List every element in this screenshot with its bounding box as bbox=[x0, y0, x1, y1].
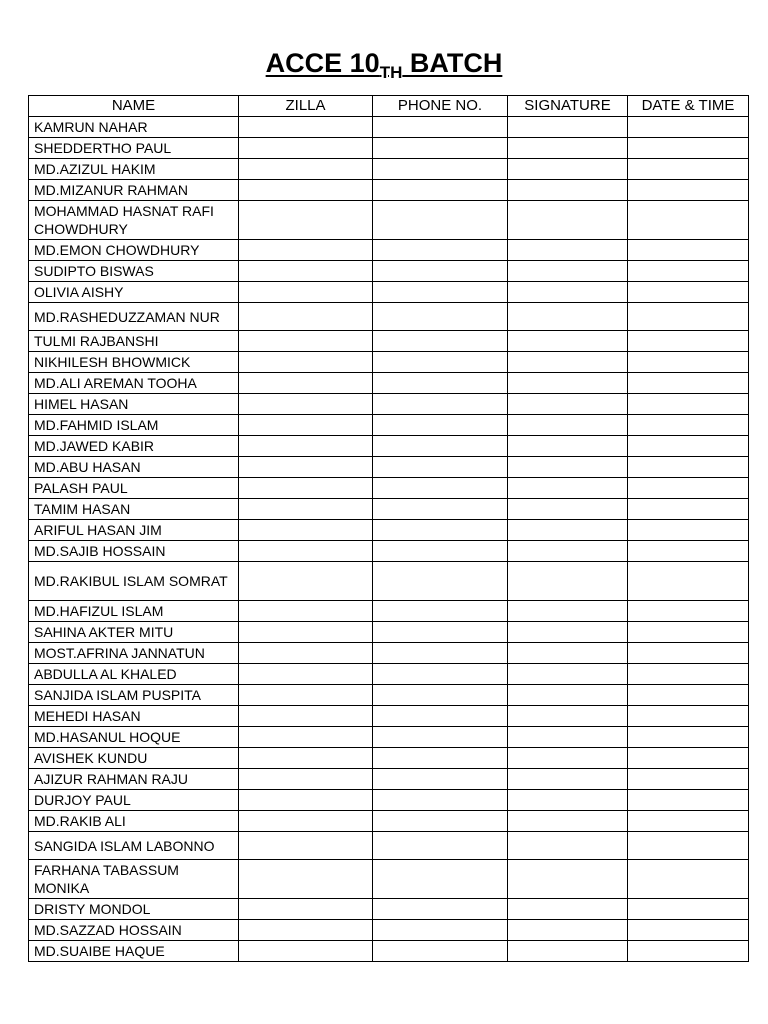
zilla-cell[interactable] bbox=[239, 622, 373, 643]
signature-cell[interactable] bbox=[508, 832, 628, 860]
signature-cell[interactable] bbox=[508, 436, 628, 457]
signature-cell[interactable] bbox=[508, 282, 628, 303]
date-time-cell[interactable] bbox=[628, 811, 749, 832]
signature-cell[interactable] bbox=[508, 920, 628, 941]
zilla-cell[interactable] bbox=[239, 373, 373, 394]
phone-cell[interactable] bbox=[373, 436, 508, 457]
date-time-cell[interactable] bbox=[628, 436, 749, 457]
signature-cell[interactable] bbox=[508, 811, 628, 832]
name-cell: ABDULLA AL KHALED bbox=[29, 664, 239, 685]
zilla-cell[interactable] bbox=[239, 303, 373, 331]
name-cell: MD.AZIZUL HAKIM bbox=[29, 159, 239, 180]
phone-cell[interactable] bbox=[373, 520, 508, 541]
attendance-table bbox=[28, 95, 749, 962]
date-time-cell[interactable] bbox=[628, 541, 749, 562]
table-row bbox=[29, 457, 749, 478]
signature-cell[interactable] bbox=[508, 769, 628, 790]
signature-cell[interactable] bbox=[508, 790, 628, 811]
table-row bbox=[29, 436, 749, 457]
name-cell: MD.SUAIBE HAQUE bbox=[29, 941, 239, 962]
table-row bbox=[29, 643, 749, 664]
name-cell: MOST.AFRINA JANNATUN bbox=[29, 643, 239, 664]
title-main: ACCE 10 bbox=[265, 48, 380, 78]
date-time-cell[interactable] bbox=[628, 240, 749, 261]
phone-cell[interactable] bbox=[373, 415, 508, 436]
signature-cell[interactable] bbox=[508, 664, 628, 685]
date-time-cell[interactable] bbox=[628, 622, 749, 643]
phone-cell[interactable] bbox=[373, 622, 508, 643]
name-cell: MD.SAZZAD HOSSAIN bbox=[29, 920, 239, 941]
date-time-cell[interactable] bbox=[628, 664, 749, 685]
name-cell: DURJOY PAUL bbox=[29, 790, 239, 811]
phone-cell[interactable] bbox=[373, 303, 508, 331]
phone-cell[interactable] bbox=[373, 352, 508, 373]
zilla-cell[interactable] bbox=[239, 240, 373, 261]
phone-cell[interactable] bbox=[373, 727, 508, 748]
name-cell: OLIVIA AISHY bbox=[29, 282, 239, 303]
date-time-cell[interactable] bbox=[628, 748, 749, 769]
date-time-cell[interactable] bbox=[628, 282, 749, 303]
date-time-cell[interactable] bbox=[628, 261, 749, 282]
table-row bbox=[29, 790, 749, 811]
zilla-cell[interactable] bbox=[239, 352, 373, 373]
name-cell: MD.JAWED KABIR bbox=[29, 436, 239, 457]
signature-cell[interactable] bbox=[508, 117, 628, 138]
table-row bbox=[29, 240, 749, 261]
name-cell: MD.MIZANUR RAHMAN bbox=[29, 180, 239, 201]
name-cell: MD.FAHMID ISLAM bbox=[29, 415, 239, 436]
zilla-cell[interactable] bbox=[239, 790, 373, 811]
phone-cell[interactable] bbox=[373, 240, 508, 261]
signature-cell[interactable] bbox=[508, 303, 628, 331]
name-cell: ARIFUL HASAN JIM bbox=[29, 520, 239, 541]
date-time-cell[interactable] bbox=[628, 394, 749, 415]
date-time-cell[interactable] bbox=[628, 685, 749, 706]
signature-cell[interactable] bbox=[508, 622, 628, 643]
date-time-cell[interactable] bbox=[628, 159, 749, 180]
table-row bbox=[29, 860, 749, 899]
title-tail: BATCH bbox=[402, 48, 503, 78]
signature-cell[interactable] bbox=[508, 643, 628, 664]
zilla-cell[interactable] bbox=[239, 415, 373, 436]
name-cell: SANGIDA ISLAM LABONNO bbox=[29, 832, 239, 860]
table-row bbox=[29, 832, 749, 860]
date-time-cell[interactable] bbox=[628, 331, 749, 352]
zilla-cell[interactable] bbox=[239, 180, 373, 201]
page-title bbox=[0, 46, 768, 90]
zilla-cell[interactable] bbox=[239, 478, 373, 499]
signature-cell[interactable] bbox=[508, 541, 628, 562]
table-row bbox=[29, 159, 749, 180]
phone-cell[interactable] bbox=[373, 331, 508, 352]
table-row bbox=[29, 622, 749, 643]
phone-cell[interactable] bbox=[373, 664, 508, 685]
table-row bbox=[29, 899, 749, 920]
name-cell: MD.RASHEDUZZAMAN NUR bbox=[29, 303, 239, 331]
phone-cell[interactable] bbox=[373, 643, 508, 664]
date-time-cell[interactable] bbox=[628, 920, 749, 941]
name-cell: SAHINA AKTER MITU bbox=[29, 622, 239, 643]
name-cell: MD.HAFIZUL ISLAM bbox=[29, 601, 239, 622]
table-row bbox=[29, 941, 749, 962]
zilla-cell[interactable] bbox=[239, 601, 373, 622]
name-cell: FARHANA TABASSUM MONIKA bbox=[29, 860, 239, 899]
name-cell: MD.ABU HASAN bbox=[29, 457, 239, 478]
date-time-cell[interactable] bbox=[628, 117, 749, 138]
name-cell: MD.EMON CHOWDHURY bbox=[29, 240, 239, 261]
date-time-cell[interactable] bbox=[628, 180, 749, 201]
phone-cell[interactable] bbox=[373, 373, 508, 394]
table-row bbox=[29, 541, 749, 562]
phone-cell[interactable] bbox=[373, 478, 508, 499]
phone-cell[interactable] bbox=[373, 748, 508, 769]
phone-cell[interactable] bbox=[373, 282, 508, 303]
signature-cell[interactable] bbox=[508, 352, 628, 373]
zilla-cell[interactable] bbox=[239, 436, 373, 457]
table-row bbox=[29, 331, 749, 352]
column-header-zilla: ZILLA bbox=[239, 96, 373, 117]
signature-cell[interactable] bbox=[508, 899, 628, 920]
date-time-cell[interactable] bbox=[628, 499, 749, 520]
table-row bbox=[29, 748, 749, 769]
signature-cell[interactable] bbox=[508, 159, 628, 180]
zilla-cell[interactable] bbox=[239, 664, 373, 685]
signature-cell[interactable] bbox=[508, 180, 628, 201]
name-cell: MEHEDI HASAN bbox=[29, 706, 239, 727]
name-cell: TAMIM HASAN bbox=[29, 499, 239, 520]
zilla-cell[interactable] bbox=[239, 748, 373, 769]
zilla-cell[interactable] bbox=[239, 282, 373, 303]
signature-cell[interactable] bbox=[508, 415, 628, 436]
phone-cell[interactable] bbox=[373, 159, 508, 180]
phone-cell[interactable] bbox=[373, 706, 508, 727]
zilla-cell[interactable] bbox=[239, 920, 373, 941]
date-time-cell[interactable] bbox=[628, 727, 749, 748]
signature-cell[interactable] bbox=[508, 706, 628, 727]
zilla-cell[interactable] bbox=[239, 117, 373, 138]
phone-cell[interactable] bbox=[373, 790, 508, 811]
date-time-cell[interactable] bbox=[628, 138, 749, 159]
date-time-cell[interactable] bbox=[628, 769, 749, 790]
table-row bbox=[29, 769, 749, 790]
table-row bbox=[29, 811, 749, 832]
zilla-cell[interactable] bbox=[239, 811, 373, 832]
phone-cell[interactable] bbox=[373, 117, 508, 138]
table-body bbox=[29, 117, 749, 962]
name-cell: MD.RAKIB ALI bbox=[29, 811, 239, 832]
signature-cell[interactable] bbox=[508, 562, 628, 601]
phone-cell[interactable] bbox=[373, 562, 508, 601]
signature-cell[interactable] bbox=[508, 601, 628, 622]
phone-cell[interactable] bbox=[373, 541, 508, 562]
table-row bbox=[29, 261, 749, 282]
phone-cell[interactable] bbox=[373, 685, 508, 706]
zilla-cell[interactable] bbox=[239, 643, 373, 664]
date-time-cell[interactable] bbox=[628, 706, 749, 727]
zilla-cell[interactable] bbox=[239, 562, 373, 601]
zilla-cell[interactable] bbox=[239, 860, 373, 899]
table-row bbox=[29, 920, 749, 941]
zilla-cell[interactable] bbox=[239, 138, 373, 159]
name-cell: NIKHILESH BHOWMICK bbox=[29, 352, 239, 373]
date-time-cell[interactable] bbox=[628, 478, 749, 499]
name-cell: SANJIDA ISLAM PUSPITA bbox=[29, 685, 239, 706]
phone-cell[interactable] bbox=[373, 601, 508, 622]
signature-cell[interactable] bbox=[508, 373, 628, 394]
date-time-cell[interactable] bbox=[628, 790, 749, 811]
signature-cell[interactable] bbox=[508, 748, 628, 769]
table-row bbox=[29, 180, 749, 201]
column-header-phone: PHONE NO. bbox=[373, 96, 508, 117]
phone-cell[interactable] bbox=[373, 394, 508, 415]
date-time-cell[interactable] bbox=[628, 201, 749, 240]
phone-cell[interactable] bbox=[373, 860, 508, 899]
zilla-cell[interactable] bbox=[239, 769, 373, 790]
zilla-cell[interactable] bbox=[239, 394, 373, 415]
table-row bbox=[29, 706, 749, 727]
phone-cell[interactable] bbox=[373, 499, 508, 520]
title-underlined-text bbox=[265, 48, 503, 82]
signature-cell[interactable] bbox=[508, 261, 628, 282]
name-cell: SUDIPTO BISWAS bbox=[29, 261, 239, 282]
signature-cell[interactable] bbox=[508, 499, 628, 520]
column-header-signature: SIGNATURE bbox=[508, 96, 628, 117]
name-cell: KAMRUN NAHAR bbox=[29, 117, 239, 138]
zilla-cell[interactable] bbox=[239, 941, 373, 962]
date-time-cell[interactable] bbox=[628, 373, 749, 394]
table-row bbox=[29, 499, 749, 520]
table-row bbox=[29, 727, 749, 748]
signature-cell[interactable] bbox=[508, 727, 628, 748]
zilla-cell[interactable] bbox=[239, 457, 373, 478]
date-time-cell[interactable] bbox=[628, 899, 749, 920]
signature-cell[interactable] bbox=[508, 860, 628, 899]
date-time-cell[interactable] bbox=[628, 832, 749, 860]
signature-cell[interactable] bbox=[508, 685, 628, 706]
phone-cell[interactable] bbox=[373, 138, 508, 159]
table-row bbox=[29, 520, 749, 541]
phone-cell[interactable] bbox=[373, 201, 508, 240]
title-subscript: TH bbox=[379, 63, 403, 82]
name-cell: SHEDDERTHO PAUL bbox=[29, 138, 239, 159]
name-cell: AVISHEK KUNDU bbox=[29, 748, 239, 769]
table-row bbox=[29, 138, 749, 159]
phone-cell[interactable] bbox=[373, 832, 508, 860]
name-cell: AJIZUR RAHMAN RAJU bbox=[29, 769, 239, 790]
table-row bbox=[29, 562, 749, 601]
signature-cell[interactable] bbox=[508, 941, 628, 962]
table-row bbox=[29, 601, 749, 622]
signature-cell[interactable] bbox=[508, 520, 628, 541]
zilla-cell[interactable] bbox=[239, 159, 373, 180]
table-row bbox=[29, 352, 749, 373]
table-row bbox=[29, 303, 749, 331]
name-cell: DRISTY MONDOL bbox=[29, 899, 239, 920]
signature-cell[interactable] bbox=[508, 331, 628, 352]
zilla-cell[interactable] bbox=[239, 832, 373, 860]
signature-cell[interactable] bbox=[508, 394, 628, 415]
table-row bbox=[29, 664, 749, 685]
table-row bbox=[29, 373, 749, 394]
zilla-cell[interactable] bbox=[239, 685, 373, 706]
table-row bbox=[29, 117, 749, 138]
date-time-cell[interactable] bbox=[628, 643, 749, 664]
phone-cell[interactable] bbox=[373, 941, 508, 962]
date-time-cell[interactable] bbox=[628, 941, 749, 962]
date-time-cell[interactable] bbox=[628, 601, 749, 622]
date-time-cell[interactable] bbox=[628, 860, 749, 899]
signature-cell[interactable] bbox=[508, 457, 628, 478]
column-header-name: NAME bbox=[29, 96, 239, 117]
zilla-cell[interactable] bbox=[239, 706, 373, 727]
name-cell: MOHAMMAD HASNAT RAFI CHOWDHURY bbox=[29, 201, 239, 240]
name-cell: MD.RAKIBUL ISLAM SOMRAT bbox=[29, 562, 239, 601]
name-cell: MD.ALI AREMAN TOOHA bbox=[29, 373, 239, 394]
phone-cell[interactable] bbox=[373, 180, 508, 201]
phone-cell[interactable] bbox=[373, 769, 508, 790]
date-time-cell[interactable] bbox=[628, 457, 749, 478]
table-row bbox=[29, 394, 749, 415]
name-cell: HIMEL HASAN bbox=[29, 394, 239, 415]
table-row bbox=[29, 282, 749, 303]
name-cell: TULMI RAJBANSHI bbox=[29, 331, 239, 352]
phone-cell[interactable] bbox=[373, 920, 508, 941]
name-cell: PALASH PAUL bbox=[29, 478, 239, 499]
zilla-cell[interactable] bbox=[239, 541, 373, 562]
column-header-date-time: DATE & TIME bbox=[628, 96, 749, 117]
date-time-cell[interactable] bbox=[628, 520, 749, 541]
date-time-cell[interactable] bbox=[628, 562, 749, 601]
signature-cell[interactable] bbox=[508, 478, 628, 499]
signature-cell[interactable] bbox=[508, 138, 628, 159]
signature-cell[interactable] bbox=[508, 201, 628, 240]
phone-cell[interactable] bbox=[373, 811, 508, 832]
table-row bbox=[29, 478, 749, 499]
zilla-cell[interactable] bbox=[239, 201, 373, 240]
phone-cell[interactable] bbox=[373, 261, 508, 282]
phone-cell[interactable] bbox=[373, 899, 508, 920]
table-row bbox=[29, 415, 749, 436]
name-cell: MD.SAJIB HOSSAIN bbox=[29, 541, 239, 562]
date-time-cell[interactable] bbox=[628, 303, 749, 331]
zilla-cell[interactable] bbox=[239, 520, 373, 541]
table-row bbox=[29, 201, 749, 240]
zilla-cell[interactable] bbox=[239, 331, 373, 352]
date-time-cell[interactable] bbox=[628, 415, 749, 436]
zilla-cell[interactable] bbox=[239, 261, 373, 282]
phone-cell[interactable] bbox=[373, 457, 508, 478]
signature-cell[interactable] bbox=[508, 240, 628, 261]
zilla-cell[interactable] bbox=[239, 499, 373, 520]
table-row bbox=[29, 685, 749, 706]
name-cell: MD.HASANUL HOQUE bbox=[29, 727, 239, 748]
zilla-cell[interactable] bbox=[239, 899, 373, 920]
header-row bbox=[29, 96, 749, 117]
date-time-cell[interactable] bbox=[628, 352, 749, 373]
zilla-cell[interactable] bbox=[239, 727, 373, 748]
